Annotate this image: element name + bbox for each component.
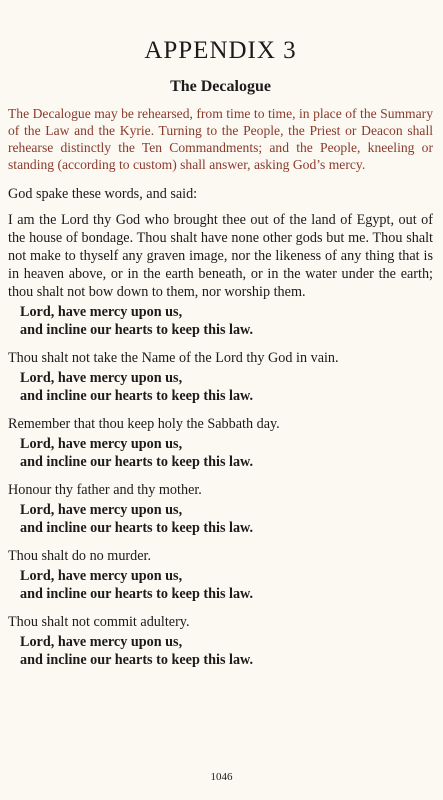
- response-line-1: Lord, have mercy upon us,: [20, 634, 183, 650]
- commandment-text: Thou shalt not take the Name of the Lord thy God in vain.: [8, 350, 339, 366]
- commandment-block-3: [8, 415, 433, 471]
- commandment-text: Honour thy father and thy mother.: [8, 482, 202, 498]
- response-line-1: Lord, have mercy upon us,: [20, 304, 183, 320]
- commandment-block-4: [8, 481, 433, 537]
- appendix-title: APPENDIX 3: [144, 37, 297, 64]
- commandment-text: I am the Lord thy God who brought thee out of the land of Egypt, out of the house of bondage. Thou shalt have none other gods but me. Thou shalt not make to thyself any graven image, nor the likeness of any thing that is in heaven above, or in the earth beneath, or in the water under the earth; thou shalt not bow down to them, nor worship them.: [8, 212, 433, 300]
- response-line-1: Lord, have mercy upon us,: [20, 370, 183, 386]
- page-number: 1046: [210, 771, 233, 783]
- commandment-block-6: [8, 613, 433, 669]
- response-line-2: and incline our hearts to keep this law.: [20, 586, 254, 602]
- response-line-1: Lord, have mercy upon us,: [20, 502, 183, 518]
- section-subtitle: The Decalogue: [170, 78, 271, 95]
- rubric-instructions: The Decalogue may be rehearsed, from time to time, in place of the Summary of the Law and the Kyrie. Turning to the People, the Priest or Deacon shall rehearse distinctly the Ten Commandments; and the People, kneeling or standing (according to custom) shall answer, asking God’s mercy.: [8, 106, 433, 172]
- intro-line: God spake these words, and said:: [8, 186, 198, 202]
- response-line-1: Lord, have mercy upon us,: [20, 568, 183, 584]
- commandment-block-5: [8, 547, 433, 603]
- response-line-2: and incline our hearts to keep this law.: [20, 520, 254, 536]
- response-line-2: and incline our hearts to keep this law.: [20, 652, 254, 668]
- response-line-2: and incline our hearts to keep this law.: [20, 454, 254, 470]
- response-line-2: and incline our hearts to keep this law.: [20, 388, 254, 404]
- commandment-block-2: [8, 349, 433, 405]
- commandment-text: Thou shalt do no murder.: [8, 548, 152, 564]
- response-line-2: and incline our hearts to keep this law.: [20, 322, 254, 338]
- people-response: [20, 633, 433, 669]
- people-response: [20, 303, 433, 339]
- people-response: [20, 567, 433, 603]
- people-response: [20, 369, 433, 405]
- response-line-1: Lord, have mercy upon us,: [20, 436, 183, 452]
- commandment-block-1: [8, 211, 433, 339]
- commandment-text: Thou shalt not commit adultery.: [8, 614, 190, 630]
- people-response: [20, 501, 433, 537]
- commandment-text: Remember that thou keep holy the Sabbath day.: [8, 416, 280, 432]
- people-response: [20, 435, 433, 471]
